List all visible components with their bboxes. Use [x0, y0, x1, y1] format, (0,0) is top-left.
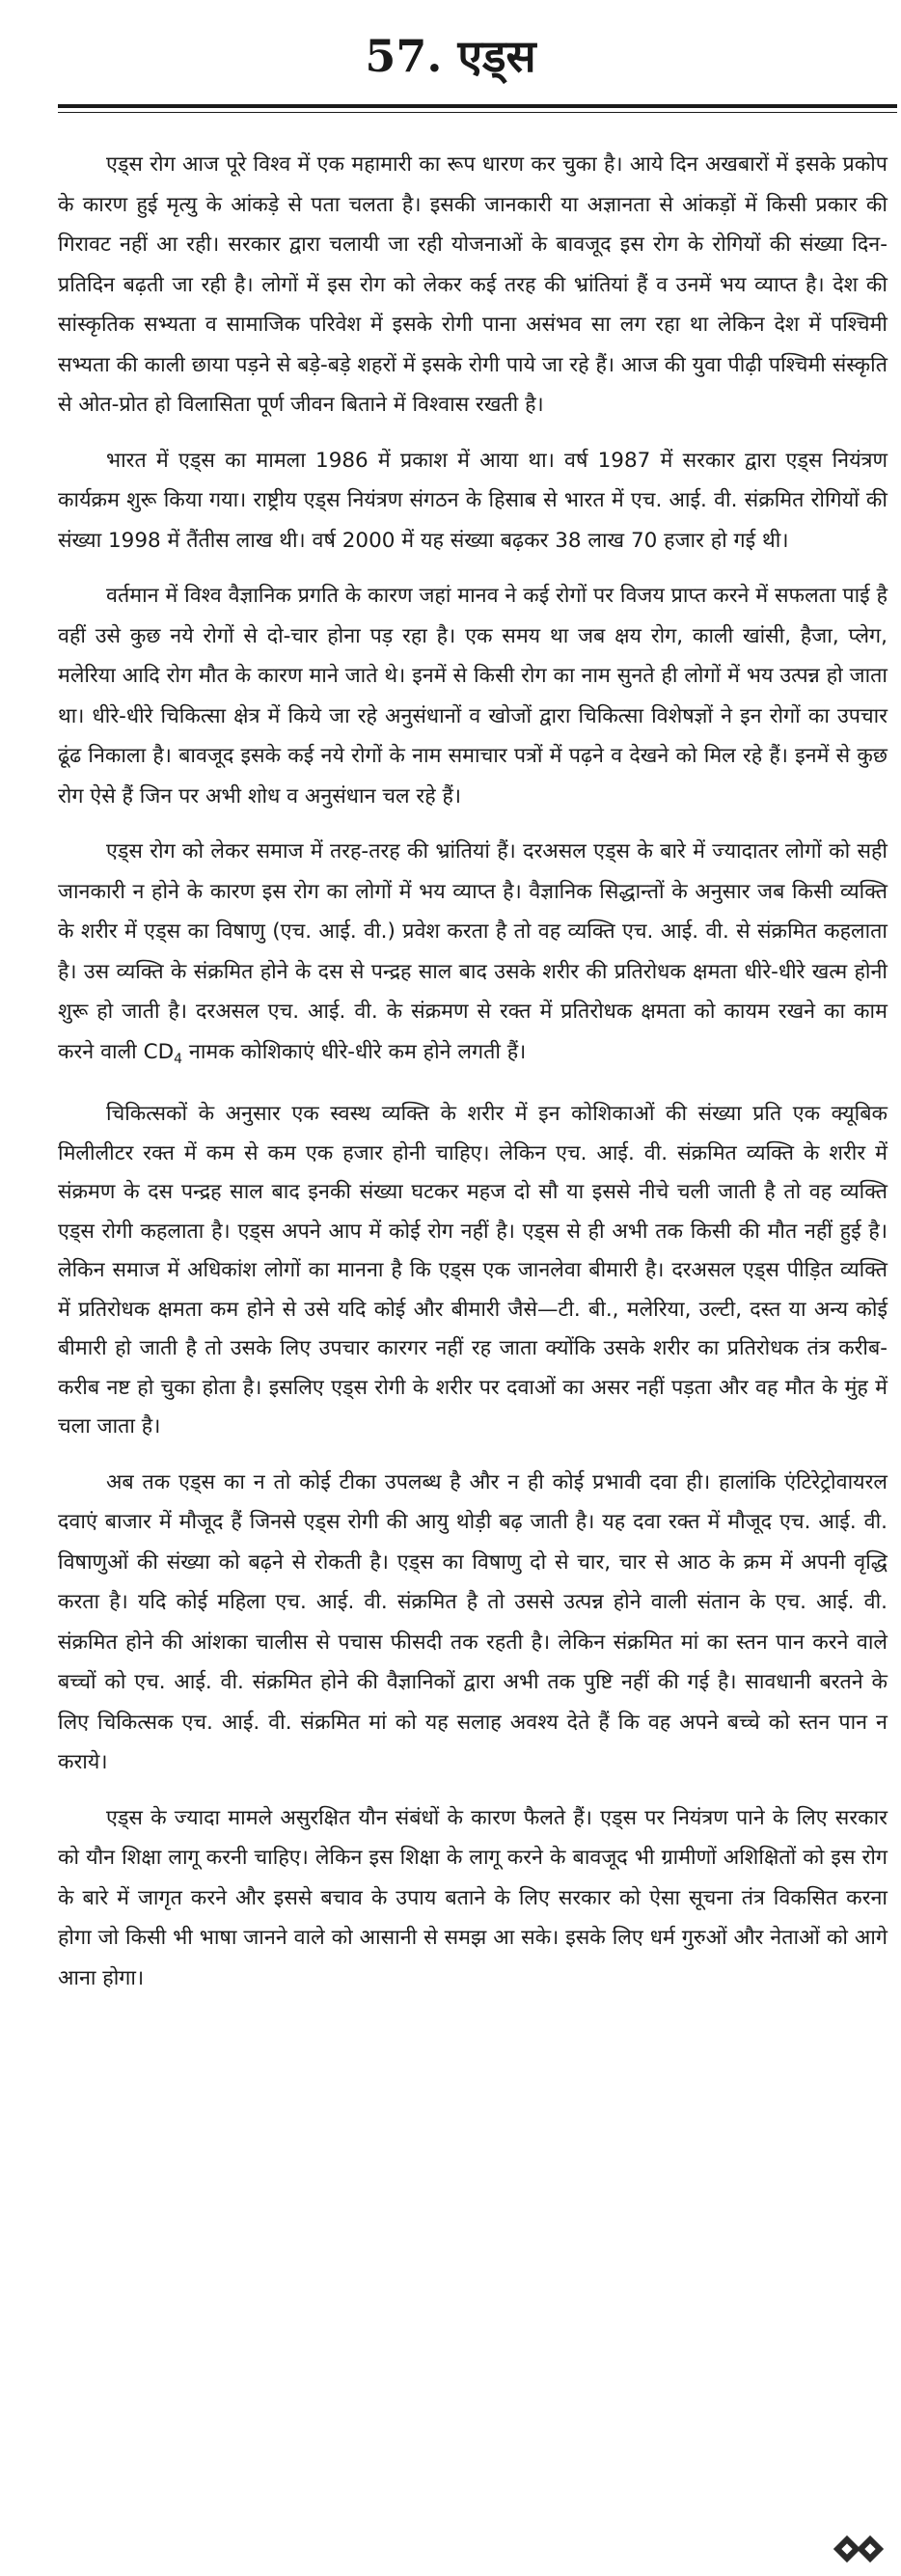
cd4-label: CD — [143, 1039, 175, 1064]
paragraph-1: एड्स रोग आज पूरे विश्व में एक महामारी का रूप धारण कर चुका है। आये दिन अखबारों में इसके प्रकोप के कारण हुई मृत्यु के आंकड़े से पता चलता है। इसकी जानकारी या अज्ञानता से आंकड़ों में किसी प्रकार की गिरावट नहीं आ रही। सरकार द्वारा चलायी जा रही योजनाओं के बावजूद इस रोग के रोगियों की संख्या दिन-प्रतिदिन बढ़ती जा रही है। लोगों में इस रोग को लेकर कई तरह की भ्रांतियां हैं व उनमें भय व्याप्त है। देश की सांस्कृतिक सभ्यता व सामाजिक परिवेश में इसके रोगी पाना असंभव सा लग रहा था लेकिन देश में पश्चिमी सभ्यता की काली छाया पड़ने से बड़े-बड़े शहरों में इसके रोगी पाये जा रहे हैं। आज की युवा पीढ़ी पश्चिमी संस्कृति से ओत-प्रोत हो विलासिता पूर्ण जीवन बिताने में विश्वास रखती है। — [58, 152, 887, 417]
paragraph-4-text-before: एड्स रोग को लेकर समाज में तरह-तरह की भ्रांतियां हैं। दरअसल एड्स के बारे में ज्यादातर लोगों को सही जानकारी न होने के कारण इस रोग का लोगों में भय व्याप्त है। वैज्ञानिक सिद्धान्तों के अनुसार जब किसी व्यक्ति के शरीर में एड्स का विषाणु (एच. आई. वी.) प्रवेश करता है तो वह व्यक्ति एच. आई. वी. से संक्रमित कहलाता है। उस व्यक्ति के संक्रमित होने के दस से पन्द्रह साल बाद उसके शरीर की प्रतिरोधक क्षमता धीरे-धीरे खत्म होनी शुरू हो जाती है। दरअसल एच. आई. वी. के संक्रमण से रक्त में प्रतिरोधक क्षमता को कायम रखने का काम करने वाली — [58, 839, 887, 1064]
paragraph-7: एड्स के ज्यादा मामले असुरक्षित यौन संबंधों के कारण फैलते हैं। एड्स पर नियंत्रण पाने के लिए सरकार को यौन शिक्षा लागू करनी चाहिए। लेकिन इस शिक्षा के लागू करने के बावजूद भी ग्रामीणों अशिक्षितों को इस रोग के बारे में जागृत करने और इससे बचाव के उपाय बताने के लिए सरकार को ऐसा सूचना तंत्र विकसित करना होगा जो किसी भी भाषा जानने वाले को आसानी से समझ आ सके। इसके लिए धर्म गुरुओं और नेताओं को आगे आना होगा। — [58, 1805, 887, 1990]
diamond-ornament-icon — [857, 2535, 884, 2562]
page-ornament — [837, 2539, 880, 2559]
paragraph-4 — [58, 832, 887, 1080]
chapter-title: 57. एड्स — [365, 30, 536, 82]
paragraph-5: चिकित्सकों के अनुसार एक स्वस्थ व्यक्ति के शरीर में इन कोशिकाओं की संख्या प्रति एक क्यूबिक मिलीलीटर रक्त में कम से कम एक हजार होनी चाहिए। लेकिन एच. आई. वी. संक्रमित व्यक्ति के शरीर में संक्रमण के दस पन्द्रह साल बाद इनकी संख्या घटकर महज दो सौ या इससे नीचे चली जाती है तो वह व्यक्ति एड्स रोगी कहलाता है। एड्स अपने आप में कोई रोग नहीं है। एड्स से ही अभी तक किसी की मौत नहीं हुई है। लेकिन समाज में अधिकांश लोगों का मानना है कि एड्स एक जानलेवा बीमारी है। दरअसल एड्स पीड़ित व्यक्ति में प्रतिरोधक क्षमता कम होने से उसे यदि कोई और बीमारी जैसे—टी. बी., मलेरिया, उल्टी, दस्त या अन्य कोई बीमारी हो जाती है तो उसके लिए उपचार कारगर नहीं रह जाता क्योंकि उसके शरीर का प्रतिरोधक तंत्र करीब-करीब नष्ट हो चुका होता है। इसलिए एड्स रोगी के शरीर पर दवाओं का असर नहीं पड़ता और वह मौत के मुंह में चला जाता है। — [58, 1102, 887, 1439]
paragraph-2: भारत में एड्स का मामला 1986 में प्रकाश में आया था। वर्ष 1987 में सरकार द्वारा एड्स नियंत्रण कार्यक्रम शुरू किया गया। राष्ट्रीय एड्स नियंत्रण संगठन के हिसाब से भारत में एच. आई. वी. संक्रमित रोगियों की संख्या 1998 में तैंतीस लाख थी। वर्ष 2000 में यह संख्या बढ़कर 38 लाख 70 हजार हो गई थी। — [58, 448, 887, 553]
title-rule-thick — [58, 104, 897, 108]
cd4-subscript: 4 — [174, 1051, 183, 1067]
title-rule-thin — [58, 112, 897, 113]
cd4-term — [143, 1039, 183, 1067]
paragraph-6: अब तक एड्स का न तो कोई टीका उपलब्ध है और न ही कोई प्रभावी दवा ही। हालांकि एंटिरेट्रोवायरल दवाएं बाजार में मौजूद हैं जिनसे एड्स रोगी की आयु थोड़ी बढ़ जाती है। यह दवा रक्त में मौजूद एच. आई. वी. विषाणुओं की संख्या को बढ़ने से रोकती है। एड्स का विषाणु दो से चार, चार से आठ के क्रम में अपनी वृद्धि करता है। यदि कोई महिला एच. आई. वी. संक्रमित है तो उससे उत्पन्न होने वाली संतान के एच. आई. वी. संक्रमित होने की आंशका चालीस से पचास फीसदी तक रहती है। लेकिन संक्रमित मां का स्तन पान करने वाले बच्चों को एच. आई. वी. संक्रमित होने की वैज्ञानिकों द्वारा अभी तक पुष्टि नहीं की गई है। सावधानी बरतने के लिए चिकित्सक एच. आई. वी. संक्रमित मां को यह सलाह अवश्य देते हैं कि वह अपने बच्चे को स्तन पान न कराये। — [58, 1469, 887, 1774]
paragraph-4-text-after: नामक कोशिकाएं धीरे-धीरे कम होने लगती हैं। — [182, 1039, 527, 1064]
essay-body — [58, 145, 887, 2014]
paragraph-3: वर्तमान में विश्व वैज्ञानिक प्रगति के कारण जहां मानव ने कई रोगों पर विजय प्राप्त करने में सफलता पाई है वहीं उसे कुछ नये रोगों से दो-चार होना पड़ रहा है। एक समय था जब क्षय रोग, काली खांसी, हैजा, प्लेग, मलेरिया आदि रोग मौत के कारण माने जाते थे। इनमें से किसी रोग का नाम सुनते ही लोगों में भय उत्पन्न हो जाता था। धीरे-धीरे चिकित्सा क्षेत्र में किये जा रहे अनुसंधानों व खोजों द्वारा चिकित्सा विशेषज्ञों ने इन रोगों का उपचार ढूंढ निकाला है। बावजूद इसके कई नये रोगों के नाम समाचार पत्रों में पढ़ने व देखने को मिल रहे हैं। इनमें से कुछ रोग ऐसे हैं जिन पर अभी शोध व अनुसंधान चल रहे हैं। — [58, 584, 887, 808]
